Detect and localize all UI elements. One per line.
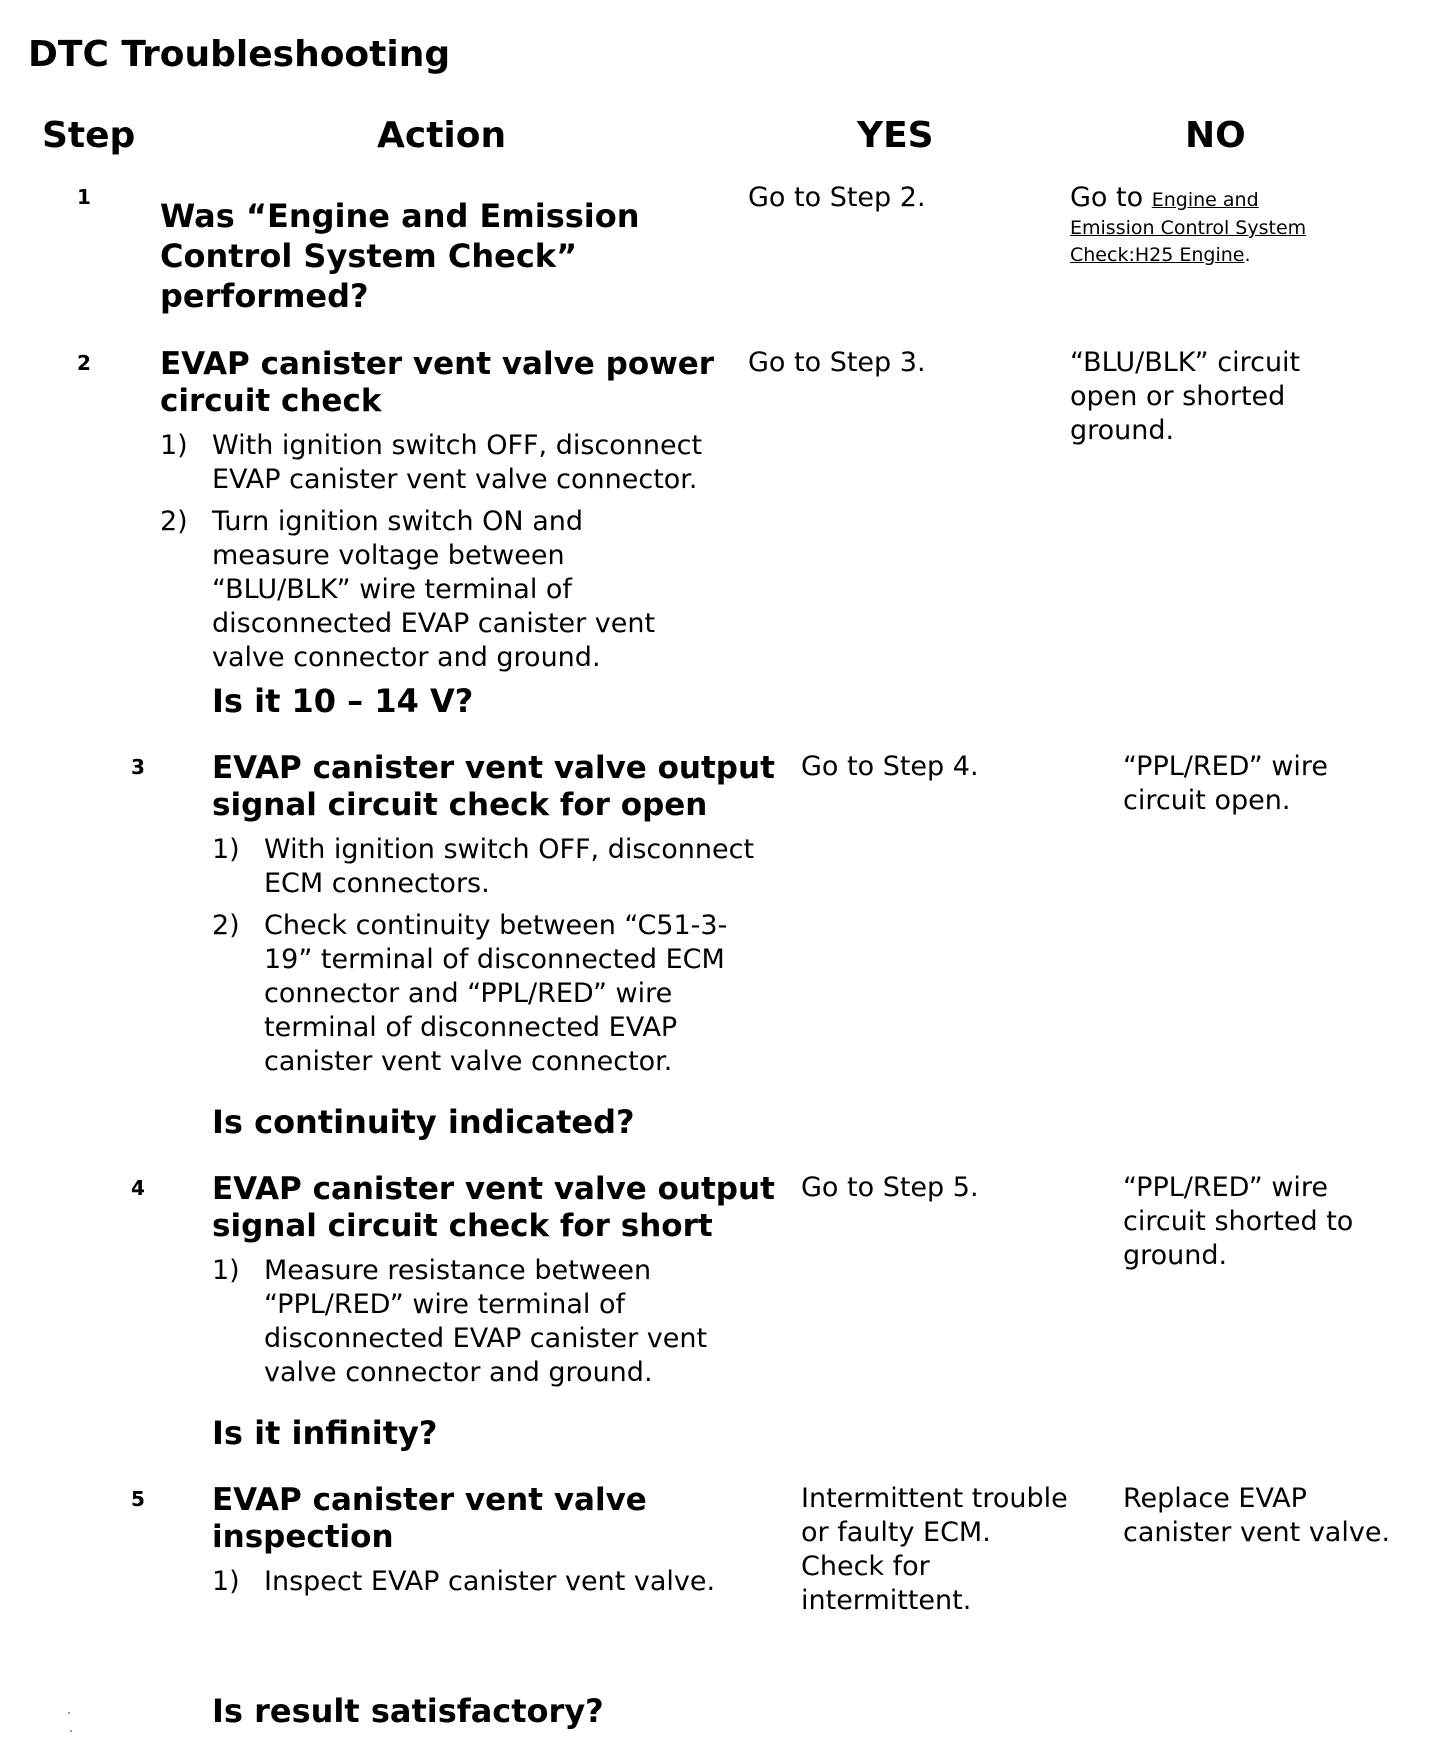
engine-check-link-line[interactable]: Emission Control System <box>1070 217 1307 239</box>
substep <box>212 833 754 901</box>
substep-line: canister vent valve connector. <box>264 1046 673 1077</box>
no-line: “BLU/BLK” circuit <box>1070 347 1301 378</box>
question-line: performed? <box>160 277 369 315</box>
no-cell <box>1070 346 1300 448</box>
substep-number: 1) <box>160 430 188 461</box>
yes-cell: Go to Step 2. <box>748 182 926 213</box>
no-cell <box>1123 750 1328 818</box>
no-cell <box>1123 1482 1390 1550</box>
no-line: open or shorted <box>1070 381 1286 412</box>
step-title <box>212 1482 647 1556</box>
no-line: ground. <box>1123 1240 1228 1271</box>
no-line: ground. <box>1070 415 1175 446</box>
yes-cell: Go to Step 3. <box>748 347 926 378</box>
yes-line: intermittent. <box>801 1585 972 1616</box>
title-line: EVAP canister vent valve output <box>212 750 775 786</box>
no-line: “PPL/RED” wire <box>1123 751 1329 782</box>
title-line: EVAP canister vent valve output <box>212 1171 775 1207</box>
substep-line: 19” terminal of disconnected ECM <box>264 944 725 975</box>
substep <box>160 429 702 497</box>
substep <box>160 505 655 675</box>
substep-number: 2) <box>160 506 188 537</box>
substep-number: 1) <box>212 1255 240 1286</box>
title-line: circuit check <box>160 383 382 419</box>
no-line: canister vent valve. <box>1123 1517 1391 1548</box>
substep-line: Inspect EVAP canister vent valve. <box>264 1566 716 1597</box>
step-title <box>212 1171 775 1245</box>
substep-number: 1) <box>212 1566 240 1597</box>
step-number: 5 <box>131 1487 145 1511</box>
substep-line: Measure resistance between <box>264 1255 652 1286</box>
yes-cell: Go to Step 4. <box>801 751 979 782</box>
substep-line: connector and “PPL/RED” wire <box>264 978 673 1009</box>
step-question: Is it infinity? <box>212 1414 438 1452</box>
header-action: Action <box>377 115 507 156</box>
header-no: NO <box>1185 115 1246 156</box>
yes-line: Intermittent trouble <box>801 1483 1068 1514</box>
title-line: EVAP canister vent valve <box>212 1482 647 1518</box>
title-line: inspection <box>212 1519 394 1555</box>
page-title: DTC Troubleshooting <box>28 34 451 75</box>
no-line: circuit open. <box>1123 785 1291 816</box>
step-number: 2 <box>77 351 91 375</box>
substep-line: valve connector and ground. <box>212 642 601 673</box>
substep-line: measure voltage between <box>212 540 565 571</box>
substep-line: “PPL/RED” wire terminal of <box>264 1289 625 1320</box>
substep-line: “BLU/BLK” wire terminal of <box>212 574 572 605</box>
title-line: signal circuit check for open <box>212 787 708 823</box>
no-suffix: . <box>1244 244 1251 266</box>
no-line: circuit shorted to <box>1123 1206 1354 1237</box>
yes-line: Check for <box>801 1551 930 1582</box>
no-line: Replace EVAP <box>1123 1483 1307 1514</box>
substep-line: EVAP canister vent valve connector. <box>212 464 698 495</box>
title-line: signal circuit check for short <box>212 1208 713 1244</box>
step-number: 4 <box>131 1176 145 1200</box>
substep-line: disconnected EVAP canister vent <box>264 1323 708 1354</box>
substep-line: valve connector and ground. <box>264 1357 653 1388</box>
step-title <box>160 346 714 420</box>
yes-cell <box>801 1482 1068 1618</box>
no-prefix: Go to <box>1070 182 1144 213</box>
header-step: Step <box>42 115 136 156</box>
yes-line: or faulty ECM. <box>801 1517 991 1548</box>
step-title <box>212 750 775 824</box>
yes-cell: Go to Step 5. <box>801 1172 979 1203</box>
question-line: Control System Check” <box>160 237 578 275</box>
substep <box>212 909 727 1079</box>
substep-line: With ignition switch OFF, disconnect <box>212 430 703 461</box>
substep <box>212 1565 715 1599</box>
no-cell <box>1070 181 1306 269</box>
scan-speck <box>68 1712 70 1714</box>
substep-line: With ignition switch OFF, disconnect <box>264 834 755 865</box>
scan-speck <box>70 1730 72 1732</box>
step-question: Is continuity indicated? <box>212 1103 635 1141</box>
question-line: Was “Engine and Emission <box>160 197 640 235</box>
engine-check-link-line[interactable]: Check:H25 Engine <box>1070 244 1245 266</box>
substep-line: disconnected EVAP canister vent <box>212 608 656 639</box>
substep-number: 1) <box>212 834 240 865</box>
step-number: 3 <box>131 755 145 779</box>
substep-line: Turn ignition switch ON and <box>212 506 583 537</box>
no-cell <box>1123 1171 1353 1273</box>
step-question: Is it 10 – 14 V? <box>212 682 474 720</box>
step-question: Is result satisfactory? <box>212 1692 604 1730</box>
substep-line: Check continuity between “C51-3- <box>264 910 728 941</box>
step-question <box>160 196 640 316</box>
substep-number: 2) <box>212 910 240 941</box>
substep <box>212 1254 707 1390</box>
substep-line: terminal of disconnected EVAP <box>264 1012 678 1043</box>
substep-line: ECM connectors. <box>264 868 490 899</box>
no-line: “PPL/RED” wire <box>1123 1172 1329 1203</box>
step-number: 1 <box>77 185 91 209</box>
engine-check-link[interactable]: Engine and <box>1151 189 1259 211</box>
header-yes: YES <box>857 115 934 156</box>
title-line: EVAP canister vent valve power <box>160 346 715 382</box>
